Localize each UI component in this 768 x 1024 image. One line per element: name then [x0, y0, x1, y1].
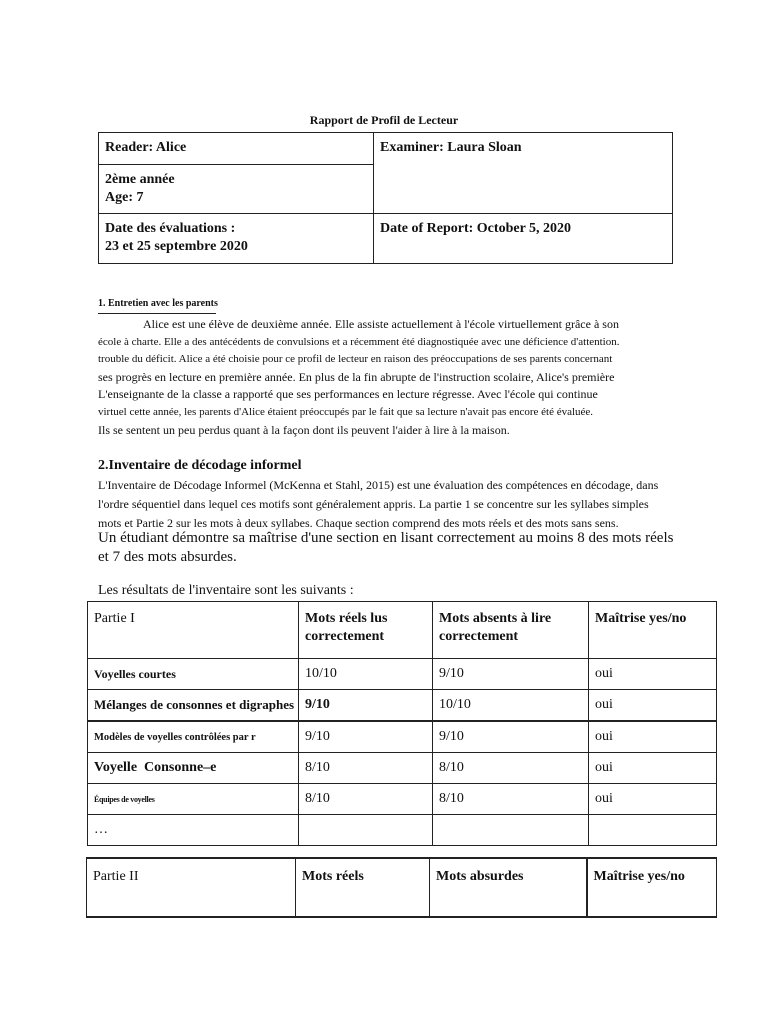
table-cell: 9/10 [433, 721, 589, 753]
paragraph-line: mots et Partie 2 sur les mots à deux syllabes. Chaque section comprend des mots réels et des mots sans sens. [98, 516, 619, 530]
document-title: Rapport de Profil de Lecteur [309, 113, 459, 127]
table-cell: oui [589, 721, 717, 753]
paragraph-line: L'Inventaire de Décodage Informel (McKenna et Stahl, 2015) est une évaluation des compétences en décodage, dans [98, 478, 659, 492]
section2-paragraph [98, 476, 658, 533]
grade-age-cell: 2ème année Age: 7 [99, 165, 374, 214]
table-row [88, 659, 717, 690]
column-header: Partie I [88, 602, 299, 659]
table-row [88, 784, 717, 815]
reader-info-table [98, 132, 673, 264]
table-row [88, 690, 717, 722]
paragraph-line: L'enseignante de la classe a rapporté que ses performances en lecture régresse. Avec l'école qui continue [98, 387, 598, 402]
paragraph-line: trouble du déficit. Alice a été choisie pour ce profil de lecteur en raison des préoccupations de ses parents concernant [98, 353, 613, 366]
table-cell: 8/10 [299, 784, 433, 815]
table-cell: oui [589, 659, 717, 690]
row-label: … [88, 815, 299, 846]
section1-heading-rule [98, 313, 216, 314]
table-cell: 9/10 [299, 721, 433, 753]
row-label: Équipes de voyelles [88, 784, 299, 815]
table-cell: 8/10 [299, 753, 433, 784]
table-cell [589, 815, 717, 846]
table-cell: oui [589, 784, 717, 815]
table-cell: 8/10 [433, 753, 589, 784]
paragraph-line: école à charte. Elle a des antécédents de convulsions et a récemment été diagnostiquée avec une déficience d'attention. [98, 335, 620, 348]
table-cell [433, 815, 589, 846]
row-label: Voyelles courtes [88, 659, 299, 690]
paragraph-line: ses progrès en lecture en première année. En plus de la fin abrupte de l'instruction scolaire, Alice's première [98, 369, 615, 384]
table-cell: oui [589, 690, 717, 722]
table-row [88, 721, 717, 753]
paragraph-line: virtuel cette année, les parents d'Alice étaient préoccupés par le fait que sa lecture n'avait pas encore été évaluée. [98, 405, 594, 418]
row-label: Mélanges de consonnes et digraphes [88, 690, 299, 722]
table-cell: 9/10 [433, 659, 589, 690]
column-header: Mots réels [296, 858, 430, 917]
table-cell: 9/10 [299, 690, 433, 722]
paragraph-line: Ils se sentent un peu perdus quant à la façon dont ils peuvent l'aider à lire à la maison. [98, 422, 510, 437]
table-cell: 10/10 [433, 690, 589, 722]
column-header: Mots réels lus correctement [299, 602, 433, 659]
paragraph-line: l'ordre séquentiel dans lequel ces motifs sont généralement appris. La partie 1 se concentre sur les syllabes simples [98, 497, 649, 511]
row-label: Voyelle Consonne–e [88, 753, 299, 784]
section1-paragraph [98, 316, 620, 439]
reader-cell: Reader: Alice [99, 133, 374, 165]
column-header: Maîtrise yes/no [587, 858, 717, 917]
section2-heading: 2.Inventaire de décodage informel [98, 458, 302, 473]
part2-results-table [86, 857, 717, 918]
examiner-cell: Examiner: Laura Sloan [374, 133, 673, 214]
mastery-criteria [98, 529, 673, 567]
column-header: Mots absurdes [430, 858, 587, 917]
paragraph-line: et 7 des mots absurdes. [98, 549, 237, 565]
table-cell: 10/10 [299, 659, 433, 690]
table-cell: 8/10 [433, 784, 589, 815]
table-cell [299, 815, 433, 846]
section1-heading: 1. Entretien avec les parents [98, 298, 218, 309]
table-cell: oui [589, 753, 717, 784]
evaluation-dates-cell: Date des évaluations : 23 et 25 septembre 2020 [99, 214, 374, 264]
paragraph-line: Alice est une élève de deuxième année. Elle assiste actuellement à l'école virtuellement grâce à son [143, 317, 619, 331]
row-label: Modèles de voyelles contrôlées par r [88, 721, 299, 753]
table-header-row [87, 858, 717, 917]
part1-results-table [87, 601, 717, 846]
table-header-row [88, 602, 717, 659]
results-intro: Les résultats de l'inventaire sont les suivants : [98, 583, 354, 598]
column-header: Mots absents à lire correctement [433, 602, 589, 659]
column-header: Partie II [87, 858, 296, 917]
paragraph-line: Un étudiant démontre sa maîtrise d'une section en lisant correctement au moins 8 des mots réels [98, 530, 674, 546]
report-date-cell: Date of Report: October 5, 2020 [374, 214, 673, 264]
table-row [88, 753, 717, 784]
column-header: Maîtrise yes/no [589, 602, 717, 659]
table-row [88, 815, 717, 846]
